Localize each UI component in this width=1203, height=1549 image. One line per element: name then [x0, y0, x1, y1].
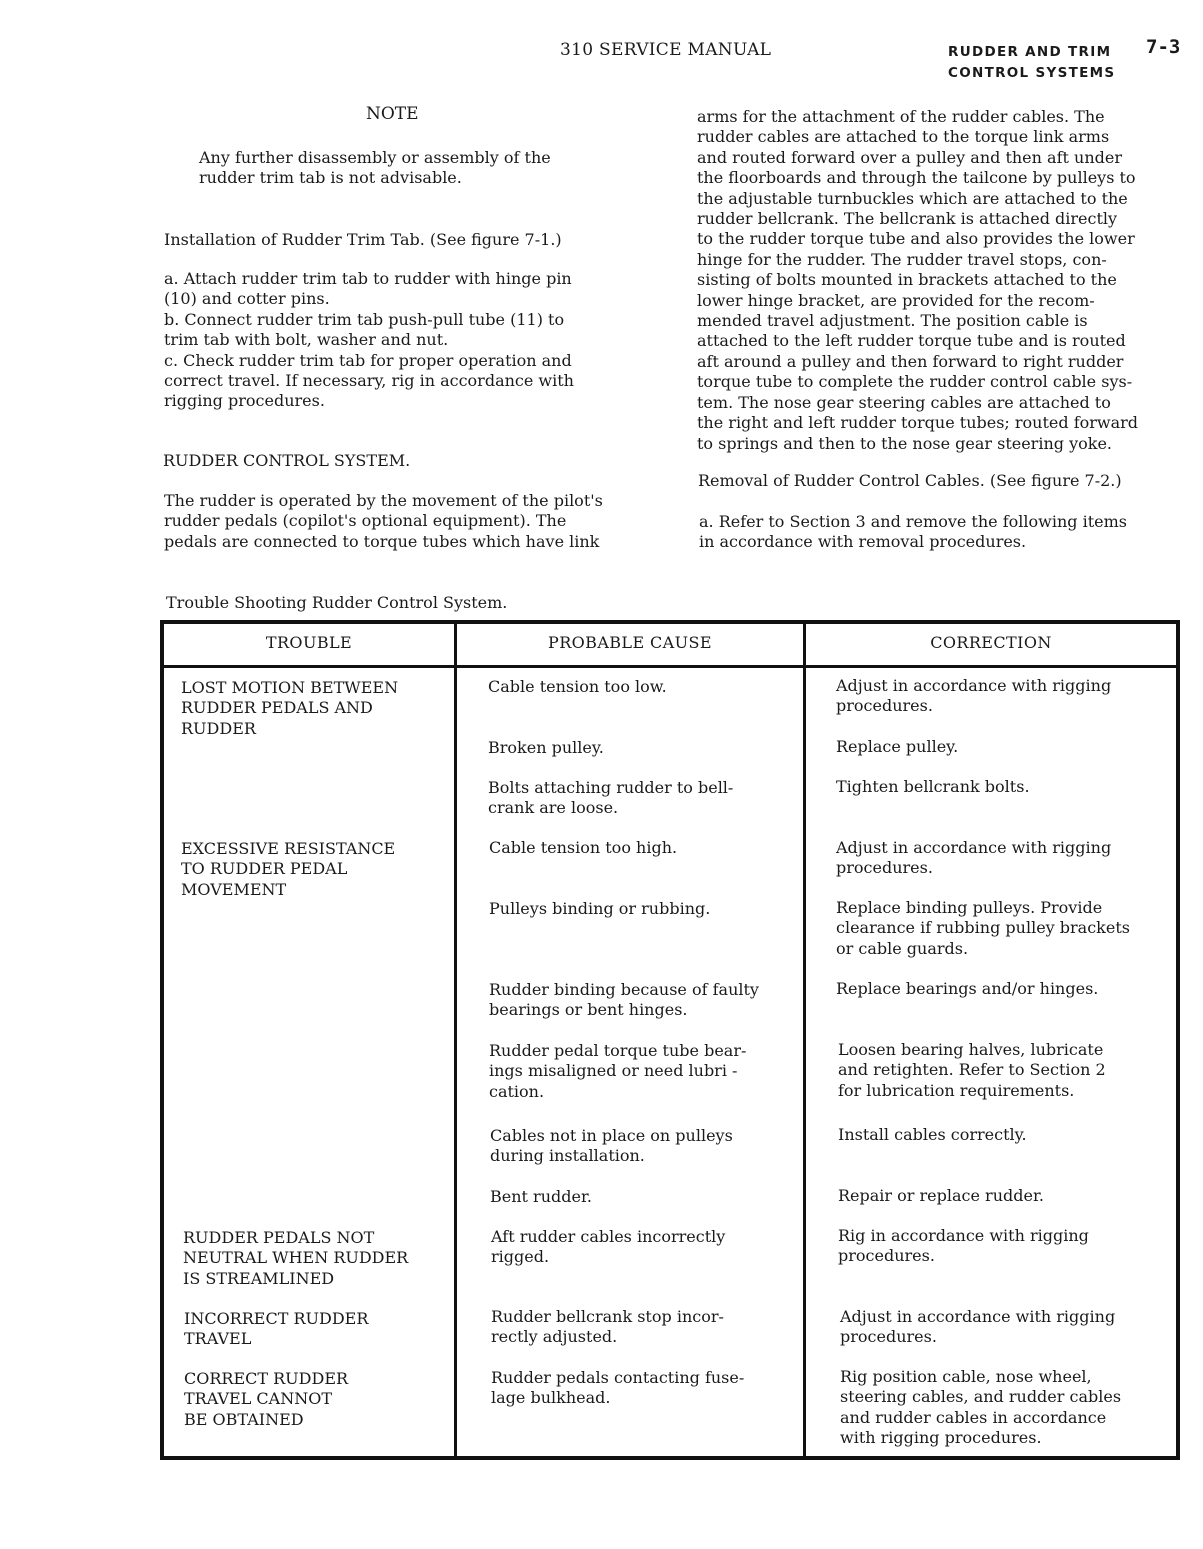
correction-cell — [840, 1367, 1121, 1449]
correction-line: Replace binding pulleys. Provide — [836, 898, 1103, 917]
trouble-line: MOVEMENT — [181, 879, 287, 899]
paragraph-line: to the rudder torque tube and also provides the lower — [697, 229, 1135, 249]
cause-cell — [489, 899, 710, 919]
cause-cell — [489, 1041, 746, 1102]
correction-line: Rig position cable, nose wheel, — [840, 1367, 1092, 1386]
cause-line: Cables not in place on pulleys — [490, 1126, 733, 1145]
header-divider — [164, 665, 1176, 668]
cause-line: Rudder pedals contacting fuse- — [491, 1368, 745, 1387]
install-line: correct travel. If necessary, rig in accordance with — [164, 371, 574, 391]
install-steps — [164, 269, 574, 412]
paragraph-line: mended travel adjustment. The position cable is — [697, 311, 1088, 331]
paragraph-line: to springs and then to the nose gear steering yoke. — [697, 433, 1112, 453]
paragraph-line: rudder pedals (copilot's optional equipment). The — [164, 511, 567, 531]
cause-cell — [489, 838, 677, 858]
correction-cell — [838, 1226, 1089, 1267]
cause-line: Rudder binding because of faulty — [489, 980, 759, 999]
correction-line: for lubrication requirements. — [838, 1080, 1075, 1100]
correction-line: clearance if rubbing pulley brackets — [836, 918, 1130, 938]
paragraph-line: pedals are connected to torque tubes which have link — [164, 531, 600, 551]
correction-line: Rig in accordance with rigging — [838, 1226, 1089, 1245]
trouble-line: RUDDER PEDALS NOT — [183, 1228, 375, 1247]
paragraph-line: lower hinge bracket, are provided for the recom- — [697, 290, 1095, 310]
correction-cell — [836, 676, 1111, 717]
paragraph-line: the adjustable turnbuckles which are attached to the — [697, 188, 1128, 208]
paragraph-line: tem. The nose gear steering cables are attached to — [697, 392, 1111, 412]
section-title-line-1: RUDDER AND TRIM — [948, 44, 1112, 60]
install-line: trim tab with bolt, washer and nut. — [164, 330, 449, 350]
cause-line: rigged. — [491, 1247, 550, 1267]
cause-cell — [489, 980, 759, 1021]
paragraph-line: rudder cables are attached to the torque link arms — [697, 127, 1110, 147]
cause-line: Aft rudder cables incorrectly — [491, 1227, 726, 1246]
rudder-control-system-heading: RUDDER CONTROL SYSTEM. — [163, 451, 411, 470]
paragraph-line: aft around a pulley and then forward to right rudder — [697, 351, 1124, 371]
cause-line: ings misaligned or need lubri - — [489, 1061, 738, 1081]
paragraph-line: the floorboards and through the tailcone by pulleys to — [697, 168, 1136, 188]
correction-line: Loosen bearing halves, lubricate — [838, 1040, 1104, 1059]
cause-cell — [488, 778, 733, 819]
paragraph-line: sisting of bolts mounted in brackets attached to the — [697, 270, 1117, 290]
cause-cell — [488, 738, 604, 758]
correction-line: Tighten bellcrank bolts. — [836, 777, 1030, 796]
cause-cell — [490, 1126, 733, 1167]
trouble-line: BE OBTAINED — [184, 1409, 304, 1429]
cause-cell — [488, 677, 667, 697]
trouble-line: CORRECT RUDDER — [184, 1369, 349, 1388]
correction-cell — [840, 1307, 1115, 1348]
paragraph-line: hinge for the rudder. The rudder travel stops, con- — [697, 249, 1107, 269]
cause-line: Bent rudder. — [490, 1187, 592, 1206]
paragraph-line: the right and left rudder torque tubes; routed forward — [697, 413, 1139, 433]
removal-steps — [699, 512, 1127, 553]
correction-line: and retighten. Refer to Section 2 — [838, 1060, 1106, 1080]
correction-line: and rudder cables in accordance — [840, 1407, 1107, 1427]
correction-line: Repair or replace rudder. — [838, 1186, 1044, 1205]
correction-line: or cable guards. — [836, 938, 969, 958]
manual-title: 310 SERVICE MANUAL — [560, 40, 772, 60]
cause-line: cation. — [489, 1081, 545, 1101]
trouble-cell — [181, 839, 395, 900]
trouble-line: TRAVEL CANNOT — [184, 1389, 333, 1409]
note-line: rudder trim tab is not advisable. — [199, 168, 462, 188]
column-divider — [454, 624, 457, 1456]
correction-line: Replace pulley. — [836, 737, 959, 756]
correction-line: procedures. — [836, 858, 933, 878]
trouble-line: TO RUDDER PEDAL — [181, 859, 348, 879]
trouble-line: RUDDER PEDALS AND — [181, 698, 373, 718]
column-divider — [803, 624, 806, 1456]
cause-line: bearings or bent hinges. — [489, 1000, 688, 1020]
paragraph-line: arms for the attachment of the rudder cables. The — [697, 107, 1105, 126]
cause-line: rectly adjusted. — [491, 1327, 618, 1347]
trouble-cell — [184, 1309, 368, 1350]
cause-line: during installation. — [490, 1146, 645, 1166]
rudder-cables-paragraph — [697, 107, 1138, 454]
correction-line: Install cables correctly. — [838, 1125, 1027, 1144]
cause-cell — [491, 1368, 744, 1409]
trouble-line: LOST MOTION BETWEEN — [181, 678, 399, 697]
correction-cell — [836, 898, 1130, 959]
cause-line: Cable tension too high. — [489, 838, 678, 857]
trouble-line: EXCESSIVE RESISTANCE — [181, 839, 396, 858]
install-line: rigging procedures. — [164, 391, 325, 411]
removal-line: a. Refer to Section 3 and remove the following items — [699, 512, 1127, 531]
trouble-cell — [181, 678, 398, 739]
cause-cell — [490, 1187, 592, 1207]
trouble-cell — [184, 1369, 348, 1430]
correction-cell — [838, 1186, 1044, 1206]
install-line: c. Check rudder trim tab for proper operation and — [164, 350, 572, 370]
note-body — [199, 148, 551, 189]
install-heading: Installation of Rudder Trim Tab. (See figure 7-1.) — [164, 230, 562, 249]
correction-line: procedures. — [836, 696, 933, 716]
trouble-line: TRAVEL — [184, 1329, 252, 1349]
cause-line: Cable tension too low. — [488, 677, 667, 696]
section-title-line-2: CONTROL SYSTEMS — [948, 65, 1116, 81]
paragraph-line: rudder bellcrank. The bellcrank is attached directly — [697, 209, 1118, 229]
trouble-line: INCORRECT RUDDER — [184, 1309, 369, 1328]
cause-cell — [491, 1307, 724, 1348]
trouble-line: RUDDER — [181, 718, 256, 738]
trouble-line: IS STREAMLINED — [183, 1268, 335, 1288]
correction-line: Adjust in accordance with rigging — [836, 838, 1112, 857]
note-line: Any further disassembly or assembly of the — [199, 148, 551, 167]
correction-cell — [836, 737, 958, 757]
correction-line: Adjust in accordance with rigging — [840, 1307, 1116, 1326]
paragraph-line: and routed forward over a pulley and then aft under — [697, 147, 1122, 167]
correction-line: procedures. — [840, 1327, 937, 1347]
removal-heading: Removal of Rudder Control Cables. (See figure 7-2.) — [698, 471, 1122, 490]
header-probable-cause: PROBABLE CAUSE — [548, 633, 712, 652]
table-caption: Trouble Shooting Rudder Control System. — [166, 593, 508, 612]
correction-line: steering cables, and rudder cables — [840, 1387, 1122, 1407]
note-heading: NOTE — [366, 104, 419, 124]
trouble-line: NEUTRAL WHEN RUDDER — [183, 1248, 409, 1268]
correction-cell — [838, 1125, 1027, 1145]
cause-cell — [491, 1227, 725, 1268]
install-line: a. Attach rudder trim tab to rudder with hinge pin — [164, 269, 572, 288]
correction-cell — [836, 777, 1030, 797]
install-line: (10) and cotter pins. — [164, 289, 330, 309]
paragraph-line: torque tube to complete the rudder control cable sys- — [697, 372, 1133, 392]
cause-line: Broken pulley. — [488, 738, 604, 757]
correction-cell — [836, 838, 1111, 879]
rudder-control-system-paragraph — [164, 491, 603, 552]
correction-cell — [838, 1040, 1106, 1101]
cause-line: crank are loose. — [488, 798, 619, 818]
paragraph-line: attached to the left rudder torque tube and is routed — [697, 331, 1126, 351]
correction-line: Adjust in accordance with rigging — [836, 676, 1112, 695]
cause-line: Bolts attaching rudder to bell- — [488, 778, 734, 797]
header-correction: CORRECTION — [930, 633, 1052, 652]
cause-line: Rudder bellcrank stop incor- — [491, 1307, 724, 1326]
correction-cell — [836, 979, 1098, 999]
removal-line: in accordance with removal procedures. — [699, 532, 1027, 552]
cause-line: Pulleys binding or rubbing. — [489, 899, 711, 918]
correction-line: with rigging procedures. — [840, 1428, 1042, 1448]
cause-line: Rudder pedal torque tube bear- — [489, 1041, 747, 1060]
paragraph-line: The rudder is operated by the movement of the pilot's — [164, 491, 603, 510]
install-line: b. Connect rudder trim tab push-pull tube (11) to — [164, 309, 565, 329]
page-number: 7-3 — [1146, 36, 1181, 58]
section-title — [948, 42, 1115, 84]
trouble-cell — [183, 1228, 408, 1289]
correction-line: procedures. — [838, 1246, 935, 1266]
correction-line: Replace bearings and/or hinges. — [836, 979, 1099, 998]
header-trouble: TROUBLE — [265, 633, 353, 652]
cause-line: lage bulkhead. — [491, 1388, 611, 1408]
trouble-shooting-table — [160, 620, 1180, 1460]
